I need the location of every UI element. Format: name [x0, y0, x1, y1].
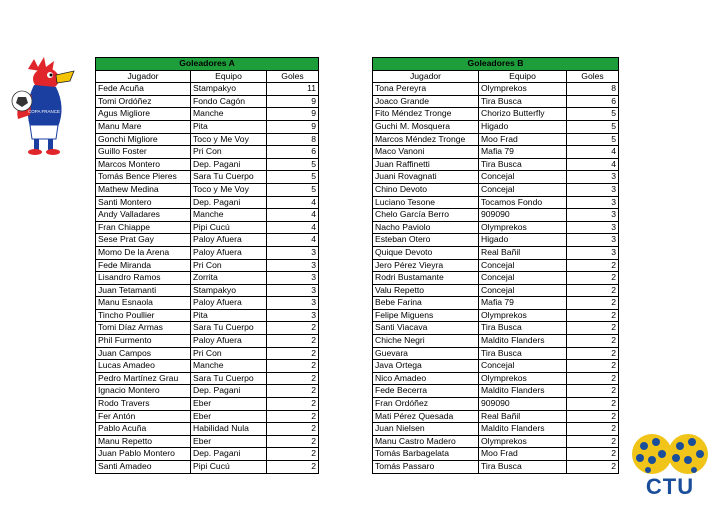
table-row — [96, 309, 319, 322]
goals-cell: 4 — [267, 209, 319, 222]
team-cell: Paloy Afuera — [191, 335, 267, 348]
team-cell: Eber — [191, 435, 267, 448]
team-cell: Stampakyo — [191, 83, 267, 96]
goals-cell: 8 — [267, 133, 319, 146]
player-cell: Guchi M. Mosquera — [373, 120, 479, 133]
team-cell: Manche — [191, 209, 267, 222]
goals-cell: 2 — [567, 347, 619, 360]
goals-cell: 5 — [567, 120, 619, 133]
player-cell: Gonchi Migliore — [96, 133, 191, 146]
team-cell: 909090 — [479, 209, 567, 222]
goals-cell: 8 — [567, 83, 619, 96]
goals-cell: 3 — [267, 309, 319, 322]
column-header-player: Jugador — [373, 70, 479, 83]
table-row — [96, 372, 319, 385]
rooster-mascot-icon — [8, 55, 96, 157]
player-cell: Felipe Miguens — [373, 309, 479, 322]
goals-cell: 2 — [567, 385, 619, 398]
goals-cell: 3 — [267, 272, 319, 285]
goals-cell: 3 — [567, 196, 619, 209]
player-cell: Maco Vanoni — [373, 146, 479, 159]
goals-cell: 2 — [267, 360, 319, 373]
goals-cell: 2 — [567, 372, 619, 385]
goals-cell: 2 — [567, 322, 619, 335]
team-cell: Tira Busca — [479, 347, 567, 360]
table-row — [96, 322, 319, 335]
team-cell: Sara Tu Cuerpo — [191, 171, 267, 184]
player-cell: Mati Pérez Quesada — [373, 410, 479, 423]
table-row — [96, 221, 319, 234]
player-cell: Manu Repetto — [96, 435, 191, 448]
player-cell: Juani Rovagnati — [373, 171, 479, 184]
team-cell: Real Bañil — [479, 246, 567, 259]
player-cell: Fede Becerra — [373, 385, 479, 398]
goals-cell: 2 — [267, 385, 319, 398]
table-row — [373, 297, 619, 310]
player-cell: Nacho Paviolo — [373, 221, 479, 234]
team-cell: Pipi Cucú — [191, 221, 267, 234]
table-row — [96, 272, 319, 285]
goals-cell: 2 — [567, 272, 619, 285]
player-cell: Juan Campos — [96, 347, 191, 360]
team-cell: Sara Tu Cuerpo — [191, 372, 267, 385]
column-header-goals: Goles — [267, 70, 319, 83]
player-cell: Juan Nielsen — [373, 423, 479, 436]
team-cell: Tira Busca — [479, 461, 567, 474]
mascot-text: COPA FRANCE — [28, 109, 60, 114]
table-row — [373, 284, 619, 297]
goals-cell: 2 — [567, 297, 619, 310]
player-cell: Phil Furmento — [96, 335, 191, 348]
team-cell: Concejal — [479, 171, 567, 184]
table-row — [96, 183, 319, 196]
table-title: Goleadores B — [373, 58, 619, 71]
player-cell: Luciano Tesone — [373, 196, 479, 209]
team-cell: Tira Busca — [479, 95, 567, 108]
table-row — [373, 435, 619, 448]
goals-cell: 5 — [267, 183, 319, 196]
table-row — [96, 95, 319, 108]
table-row — [96, 108, 319, 121]
player-cell: Fede Acuña — [96, 83, 191, 96]
team-cell: Zorrita — [191, 272, 267, 285]
player-cell: Juan Tetamanti — [96, 284, 191, 297]
team-cell: Paloy Afuera — [191, 234, 267, 247]
goals-cell: 2 — [267, 398, 319, 411]
player-cell: Nico Amadeo — [373, 372, 479, 385]
team-cell: Paloy Afuera — [191, 297, 267, 310]
team-cell: Chorizo Butterfly — [479, 108, 567, 121]
player-cell: Rodri Bustamante — [373, 272, 479, 285]
team-cell: Maldito Flanders — [479, 335, 567, 348]
table-row — [373, 423, 619, 436]
team-cell: Concejal — [479, 360, 567, 373]
table-row — [96, 158, 319, 171]
team-cell: Dep. Pagani — [191, 196, 267, 209]
player-cell: Esteban Otero — [373, 234, 479, 247]
team-cell: Tira Busca — [479, 158, 567, 171]
team-cell: Pita — [191, 120, 267, 133]
ctu-logo — [628, 430, 712, 500]
table-row — [373, 171, 619, 184]
goals-cell: 2 — [567, 259, 619, 272]
team-cell: Pita — [191, 309, 267, 322]
team-cell: Higado — [479, 234, 567, 247]
goals-cell: 2 — [567, 410, 619, 423]
goals-cell: 2 — [567, 448, 619, 461]
column-header-goals: Goles — [567, 70, 619, 83]
table-row — [373, 209, 619, 222]
player-cell: Fede Miranda — [96, 259, 191, 272]
player-cell: Bebe Farina — [373, 297, 479, 310]
table-row — [96, 146, 319, 159]
goals-cell: 2 — [567, 435, 619, 448]
team-cell: Real Bañil — [479, 410, 567, 423]
goals-cell: 2 — [267, 322, 319, 335]
goals-cell: 9 — [267, 95, 319, 108]
team-cell: Olymprekos — [479, 221, 567, 234]
player-cell: Tona Pereyra — [373, 83, 479, 96]
goals-cell: 2 — [567, 461, 619, 474]
table-row — [373, 146, 619, 159]
scorers-table-a — [95, 57, 319, 474]
player-cell: Jero Pérez Vieyra — [373, 259, 479, 272]
team-cell: Olymprekos — [479, 309, 567, 322]
goals-cell: 5 — [567, 133, 619, 146]
player-cell: Joaco Grande — [373, 95, 479, 108]
team-cell: Pipi Cucú — [191, 461, 267, 474]
player-cell: Valu Repetto — [373, 284, 479, 297]
goals-cell: 4 — [267, 234, 319, 247]
table-row — [96, 335, 319, 348]
table-row — [96, 133, 319, 146]
player-cell: Agus Migliore — [96, 108, 191, 121]
goals-cell: 2 — [267, 435, 319, 448]
table-row — [373, 360, 619, 373]
goals-cell: 2 — [267, 423, 319, 436]
team-cell: Concejal — [479, 272, 567, 285]
table-row — [96, 448, 319, 461]
team-cell: Eber — [191, 410, 267, 423]
goals-cell: 6 — [567, 95, 619, 108]
player-cell: Pablo Acuña — [96, 423, 191, 436]
player-cell: Tomás Barbagelata — [373, 448, 479, 461]
table-row — [373, 133, 619, 146]
goals-cell: 3 — [567, 234, 619, 247]
player-cell: Fer Antón — [96, 410, 191, 423]
goals-cell: 6 — [267, 146, 319, 159]
team-cell: Toco y Me Voy — [191, 133, 267, 146]
goals-cell: 4 — [267, 196, 319, 209]
team-cell: Olymprekos — [479, 372, 567, 385]
table-row — [373, 322, 619, 335]
team-cell: Pri Con — [191, 347, 267, 360]
table-row — [96, 83, 319, 96]
table-row — [373, 95, 619, 108]
player-cell: Fran Chiappe — [96, 221, 191, 234]
goals-cell: 5 — [267, 158, 319, 171]
team-cell: Paloy Afuera — [191, 246, 267, 259]
goals-cell: 11 — [267, 83, 319, 96]
table-row — [96, 385, 319, 398]
column-header-player: Jugador — [96, 70, 191, 83]
table-row — [373, 120, 619, 133]
table-row — [96, 284, 319, 297]
player-cell: Marcos Montero — [96, 158, 191, 171]
team-cell: 909090 — [479, 398, 567, 411]
goals-cell: 3 — [567, 209, 619, 222]
player-cell: Manu Castro Madero — [373, 435, 479, 448]
team-cell: Pri Con — [191, 259, 267, 272]
table-row — [373, 183, 619, 196]
player-cell: Juan Pablo Montero — [96, 448, 191, 461]
team-cell: Olymprekos — [479, 83, 567, 96]
team-cell: Dep. Pagani — [191, 158, 267, 171]
table-row — [373, 410, 619, 423]
player-cell: Chino Devoto — [373, 183, 479, 196]
table-row — [373, 448, 619, 461]
player-cell: Pedro Martínez Grau — [96, 372, 191, 385]
table-row — [373, 335, 619, 348]
table-row — [373, 309, 619, 322]
team-cell: Concejal — [479, 183, 567, 196]
player-cell: Tomás Bence Pieres — [96, 171, 191, 184]
goals-cell: 2 — [567, 284, 619, 297]
table-row — [373, 246, 619, 259]
team-cell: Mafia 79 — [479, 146, 567, 159]
goals-cell: 3 — [267, 297, 319, 310]
table-row — [96, 435, 319, 448]
team-cell: Habilidad Nula — [191, 423, 267, 436]
goals-cell: 9 — [267, 120, 319, 133]
table-row — [373, 398, 619, 411]
soccer-balls-icon — [628, 430, 712, 476]
player-cell: Sese Prat Gay — [96, 234, 191, 247]
column-header-team: Equipo — [191, 70, 267, 83]
goals-cell: 2 — [267, 461, 319, 474]
goals-cell: 3 — [567, 171, 619, 184]
goals-cell: 9 — [267, 108, 319, 121]
team-cell: Tira Busca — [479, 322, 567, 335]
team-cell: Fondo Cagón — [191, 95, 267, 108]
player-cell: Tomás Passaro — [373, 461, 479, 474]
goals-cell: 5 — [267, 171, 319, 184]
team-cell: Sara Tu Cuerpo — [191, 322, 267, 335]
column-header-team: Equipo — [479, 70, 567, 83]
table-title: Goleadores A — [96, 58, 319, 71]
goals-cell: 3 — [267, 246, 319, 259]
player-cell: Guevara — [373, 347, 479, 360]
team-cell: Higado — [479, 120, 567, 133]
team-cell: Manche — [191, 360, 267, 373]
table-row — [373, 347, 619, 360]
player-cell: Tincho Poullier — [96, 309, 191, 322]
table-row — [373, 221, 619, 234]
table-row — [373, 272, 619, 285]
goals-cell: 2 — [267, 372, 319, 385]
goals-cell: 2 — [267, 410, 319, 423]
player-cell: Santi Montero — [96, 196, 191, 209]
team-cell: Stampakyo — [191, 284, 267, 297]
table-row — [96, 398, 319, 411]
goals-cell: 4 — [267, 221, 319, 234]
team-cell: Toco y Me Voy — [191, 183, 267, 196]
team-cell: Dep. Pagani — [191, 448, 267, 461]
player-cell: Lucas Amadeo — [96, 360, 191, 373]
player-cell: Rodo Travers — [96, 398, 191, 411]
goals-cell: 2 — [567, 335, 619, 348]
player-cell: Lisandro Ramos — [96, 272, 191, 285]
logo-text: CTU — [645, 474, 695, 499]
player-cell: Fito Méndez Tronge — [373, 108, 479, 121]
team-cell: Concejal — [479, 259, 567, 272]
table-row — [96, 259, 319, 272]
table-row — [373, 385, 619, 398]
goals-cell: 2 — [567, 360, 619, 373]
table-row — [373, 259, 619, 272]
goals-cell: 2 — [267, 347, 319, 360]
goals-cell: 3 — [267, 259, 319, 272]
table-row — [96, 360, 319, 373]
goals-cell: 3 — [567, 246, 619, 259]
goals-cell: 2 — [267, 448, 319, 461]
player-cell: Quique Devoto — [373, 246, 479, 259]
team-cell: Pri Con — [191, 146, 267, 159]
player-cell: Manu Esnaola — [96, 297, 191, 310]
table-row — [96, 246, 319, 259]
table-row — [96, 347, 319, 360]
team-cell: Tocamos Fondo — [479, 196, 567, 209]
player-cell: Guillo Foster — [96, 146, 191, 159]
team-cell: Eber — [191, 398, 267, 411]
team-cell: Maldito Flanders — [479, 423, 567, 436]
table-row — [373, 158, 619, 171]
scorers-table-b — [372, 57, 619, 474]
table-row — [96, 234, 319, 247]
player-cell: Tomi Ordóñez — [96, 95, 191, 108]
player-cell: Juan Raffinetti — [373, 158, 479, 171]
player-cell: Momo De la Arena — [96, 246, 191, 259]
player-cell: Manu Mare — [96, 120, 191, 133]
goals-cell: 2 — [567, 423, 619, 436]
goals-cell: 5 — [567, 108, 619, 121]
table-row — [373, 234, 619, 247]
goals-cell: 2 — [567, 309, 619, 322]
goals-cell: 4 — [567, 146, 619, 159]
player-cell: Santi Viacava — [373, 322, 479, 335]
player-cell: Chelo García Berro — [373, 209, 479, 222]
goals-cell: 3 — [267, 284, 319, 297]
team-cell: Olymprekos — [479, 435, 567, 448]
team-cell: Moo Frad — [479, 448, 567, 461]
table-row — [96, 120, 319, 133]
goals-cell: 3 — [567, 221, 619, 234]
player-cell: Chiche Negri — [373, 335, 479, 348]
table-row — [373, 372, 619, 385]
player-cell: Mathew Medina — [96, 183, 191, 196]
table-row — [373, 461, 619, 474]
table-row — [96, 297, 319, 310]
player-cell: Marcos Méndez Tronge — [373, 133, 479, 146]
goals-cell: 2 — [567, 398, 619, 411]
team-cell: Mafia 79 — [479, 297, 567, 310]
table-row — [373, 108, 619, 121]
goals-cell: 4 — [567, 158, 619, 171]
table-row — [96, 209, 319, 222]
table-row — [96, 423, 319, 436]
player-cell: Java Ortega — [373, 360, 479, 373]
team-cell: Manche — [191, 108, 267, 121]
player-cell: Ignacio Montero — [96, 385, 191, 398]
player-cell: Santi Amadeo — [96, 461, 191, 474]
player-cell: Andy Valladares — [96, 209, 191, 222]
table-row — [96, 410, 319, 423]
goals-cell: 2 — [267, 335, 319, 348]
goals-cell: 3 — [567, 183, 619, 196]
team-cell: Maldito Flanders — [479, 385, 567, 398]
team-cell: Dep. Pagani — [191, 385, 267, 398]
team-cell: Concejal — [479, 284, 567, 297]
table-row — [373, 83, 619, 96]
team-cell: Moo Frad — [479, 133, 567, 146]
player-cell: Fran Ordóñez — [373, 398, 479, 411]
table-row — [96, 461, 319, 474]
player-cell: Tomi Díaz Armas — [96, 322, 191, 335]
table-row — [96, 196, 319, 209]
table-row — [373, 196, 619, 209]
table-row — [96, 171, 319, 184]
